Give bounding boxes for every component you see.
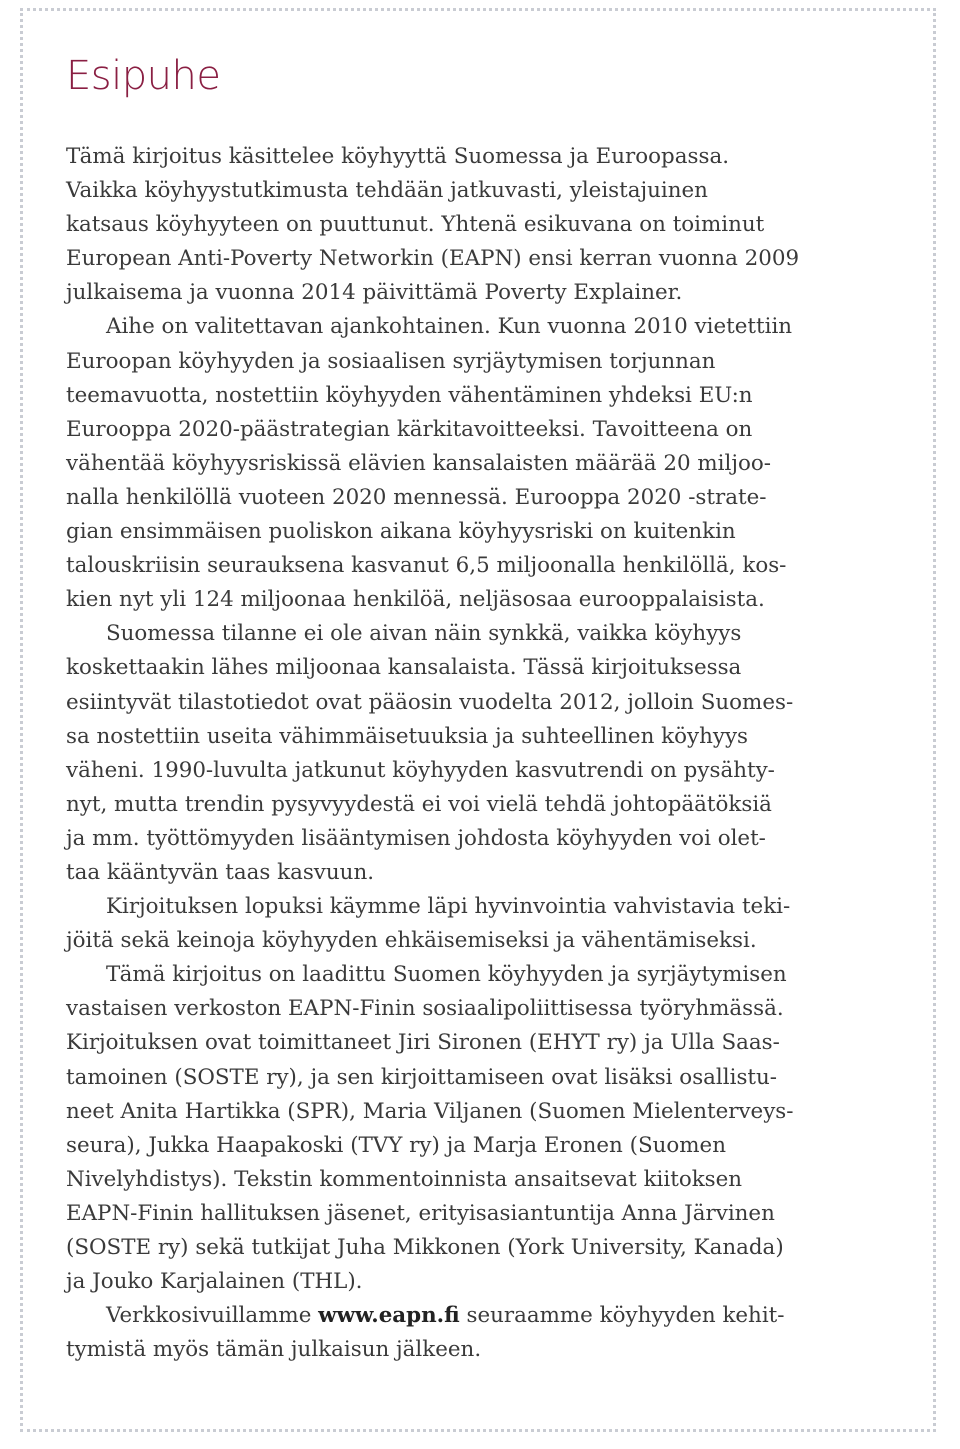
text-line: ja mm. työttömyyden lisääntymisen johdosta köyhyyden voi olet- bbox=[66, 825, 766, 851]
text-line: vähentää köyhyysriskissä elävien kansalaisten määrää 20 miljoo- bbox=[66, 450, 771, 476]
text-line: katsaus köyhyyteen on puuttunut. Yhtenä esikuvana on toiminut bbox=[66, 212, 765, 238]
text-line: koskettaakin lähes miljoonaa kansalaista. Tässä kirjoituksessa bbox=[66, 655, 742, 681]
text-line: vastaisen verkoston EAPN-Finin sosiaalipoliittisessa työryhmässä. bbox=[66, 996, 784, 1022]
text-line: teemavuotta, nostettiin köyhyyden vähentäminen yhdeksi EU:n bbox=[66, 382, 753, 408]
text-line: julkaisema ja vuonna 2014 päivittämä Poverty Explainer. bbox=[66, 280, 683, 306]
text-line: Kirjoituksen ovat toimittaneet Jiri Sironen (EHYT ry) ja Ulla Saas- bbox=[66, 1030, 780, 1056]
page-title: Esipuhe bbox=[66, 53, 221, 99]
text-line: väheni. 1990-luvulta jatkunut köyhyyden kasvutrendi on pysähty- bbox=[66, 757, 775, 783]
text-line: nyt, mutta trendin pysyvyydestä ei voi vielä tehdä johtopäätöksiä bbox=[66, 791, 772, 817]
text-line: gian ensimmäisen puoliskon aikana köyhyysriski on kuitenkin bbox=[66, 519, 736, 545]
text-line: Kirjoituksen lopuksi käymme läpi hyvinvointia vahvistavia teki- bbox=[106, 894, 791, 920]
text-line: talouskriisin seurauksena kasvanut 6,5 miljoonalla henkilöllä, kos- bbox=[66, 553, 787, 579]
website-link[interactable]: www.eapn.fi bbox=[318, 1303, 460, 1329]
text-line: nalla henkilöllä vuoteen 2020 mennessä. Eurooppa 2020 -strate- bbox=[66, 484, 767, 510]
text-line: neet Anita Hartikka (SPR), Maria Viljanen (Suomen Mielenterveys- bbox=[66, 1098, 794, 1124]
text-line: tymistä myös tämän julkaisun jälkeen. bbox=[66, 1337, 482, 1363]
text-line: Euroopan köyhyyden ja sosiaalisen syrjäytymisen torjunnan bbox=[66, 348, 716, 374]
text-line: Tämä kirjoitus on laadittu Suomen köyhyyden ja syrjäytymisen bbox=[106, 962, 787, 988]
text-line: Eurooppa 2020-päästrategian kärkitavoitteeksi. Tavoitteena on bbox=[66, 416, 753, 442]
text-line: seura), Jukka Haapakoski (TVY ry) ja Marja Eronen (Suomen bbox=[66, 1132, 726, 1158]
text-line: ja Jouko Karjalainen (THL). bbox=[66, 1269, 363, 1295]
url-trail-text: seuraamme köyhyyden kehit- bbox=[459, 1303, 785, 1329]
text-line: EAPN-Finin hallituksen jäsenet, erityisasiantuntija Anna Järvinen bbox=[66, 1200, 775, 1226]
preface-body bbox=[66, 140, 898, 1367]
text-line: Aihe on valitettavan ajankohtainen. Kun vuonna 2010 vietettiin bbox=[106, 314, 793, 340]
url-lead-text: Verkkosivuillamme bbox=[106, 1303, 319, 1329]
text-line: Suomessa tilanne ei ole aivan näin synkkä, vaikka köyhyys bbox=[106, 621, 742, 647]
text-line-with-url bbox=[66, 1299, 898, 1333]
text-line: tamoinen (SOSTE ry), ja sen kirjoittamiseen ovat lisäksi osallistu- bbox=[66, 1064, 778, 1090]
text-line: sa nostettiin useita vähimmäisetuuksia ja suhteellinen köyhyys bbox=[66, 723, 749, 749]
text-line: European Anti-Poverty Networkin (EAPN) ensi kerran vuonna 2009 bbox=[66, 246, 800, 272]
text-line: Tämä kirjoitus käsittelee köyhyyttä Suomessa ja Euroopassa. bbox=[66, 144, 729, 169]
text-line: esiintyvät tilastotiedot ovat pääosin vuodelta 2012, jolloin Suomes- bbox=[66, 689, 794, 715]
text-line: Nivelyhdistys). Tekstin kommentoinnista ansaitsevat kiitoksen bbox=[66, 1166, 743, 1192]
text-line: jöitä sekä keinoja köyhyyden ehkäisemiseksi ja vähentämiseksi. bbox=[66, 928, 757, 954]
document-content bbox=[66, 50, 898, 1367]
text-line: Vaikka köyhyystutkimusta tehdään jatkuvasti, yleistajuinen bbox=[66, 178, 708, 204]
text-line: taa kääntyvän taas kasvuun. bbox=[66, 859, 375, 885]
text-line: (SOSTE ry) sekä tutkijat Juha Mikkonen (York University, Kanada) bbox=[66, 1235, 784, 1260]
text-line: kien nyt yli 124 miljoonaa henkilöä, neljäsosaa eurooppalaisista. bbox=[66, 587, 765, 613]
